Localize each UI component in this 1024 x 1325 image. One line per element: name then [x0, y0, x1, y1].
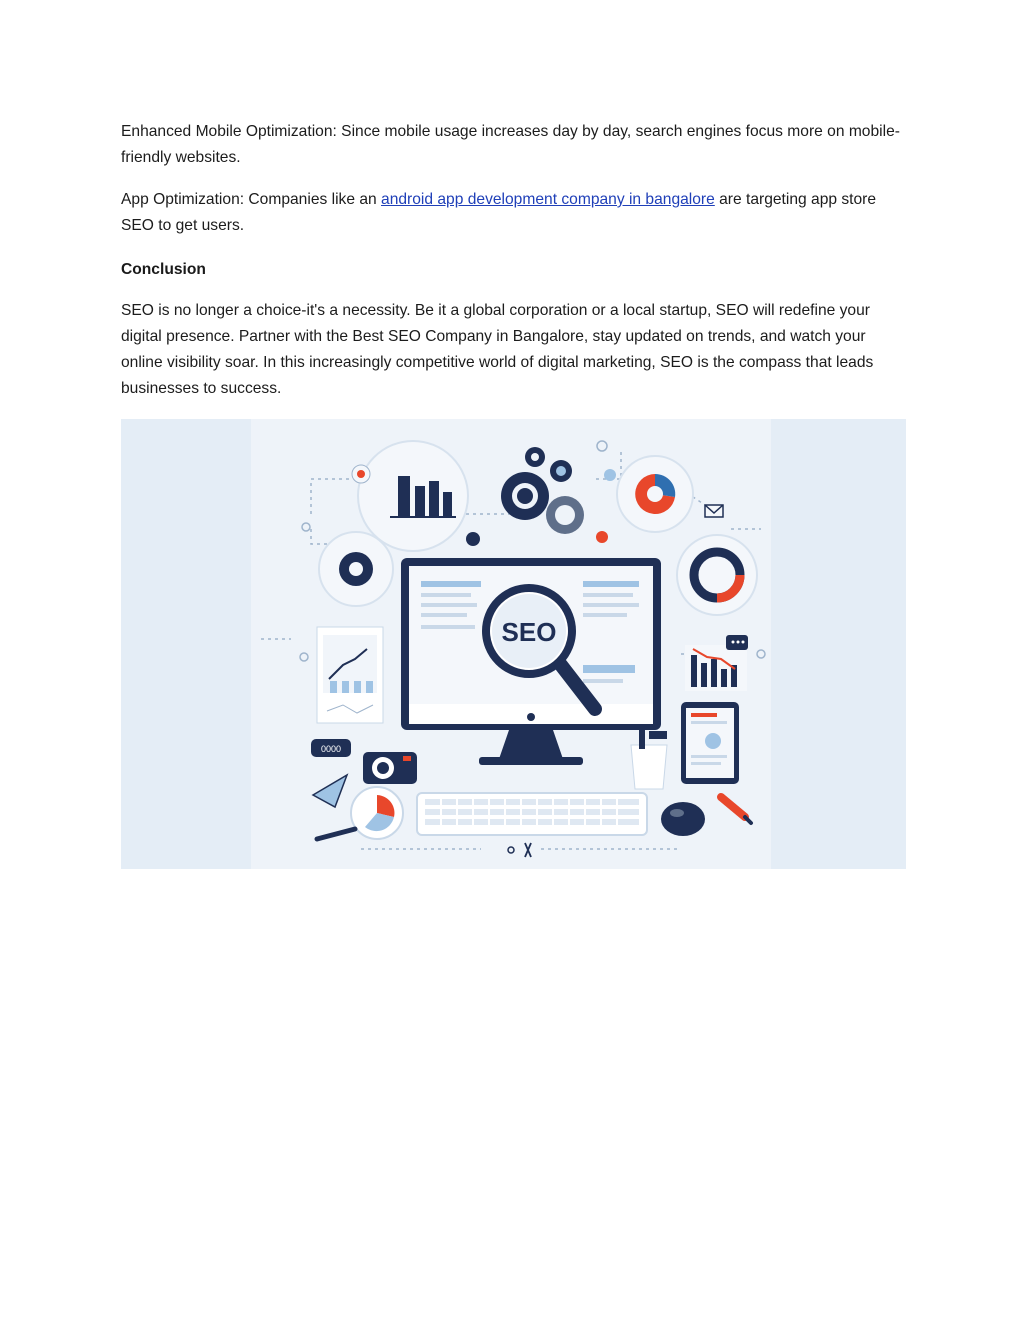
paragraph-app-optimization	[121, 187, 906, 239]
cloud-icon	[352, 465, 370, 483]
magnifier-seo-label: SEO	[501, 617, 557, 647]
spark-icon	[596, 531, 608, 543]
bar-chart-icon	[358, 441, 468, 551]
analytics-report-icon	[317, 627, 383, 723]
paragraph-mobile-optimization: Enhanced Mobile Optimization: Since mobile usage increases day by day, search engines focus more on mobile-friendly websites.	[121, 123, 900, 166]
settings-gear-icon	[319, 532, 393, 606]
donut-chart-icon	[677, 535, 757, 615]
mouse-icon	[661, 802, 705, 836]
camera-icon	[363, 752, 417, 784]
location-pin-icon	[604, 469, 616, 481]
gauge-icon	[617, 456, 693, 532]
paragraph-conclusion: SEO is no longer a choice-it's a necessity. Be it a global corporation or a local startup, SEO will redefine your digital presence. Partner with the Best SEO Company in Bangalore, stay updated on trends, and watch your online visibility soar. In this increasingly competitive world of digital marketing, SEO is the compass that leads businesses to success.	[121, 302, 874, 397]
trend-chart-icon	[685, 645, 747, 691]
tablet-icon	[681, 702, 739, 784]
app-optimization-text-start: App Optimization: Companies like an	[121, 191, 382, 208]
email-icon	[705, 505, 723, 517]
android-app-development-link[interactable]: android app development company in bangalore	[381, 191, 715, 208]
message-bubble-text: 0000	[320, 744, 342, 754]
seo-illustration	[121, 419, 906, 869]
message-bubble-icon	[311, 739, 351, 757]
conclusion-heading: Conclusion	[121, 261, 206, 278]
dots-icon	[466, 532, 480, 546]
chat-bubble-icon	[726, 635, 748, 650]
keyboard-icon	[417, 793, 647, 835]
app-optimization-text-end: are targeting app store SEO to get users.	[121, 191, 877, 234]
